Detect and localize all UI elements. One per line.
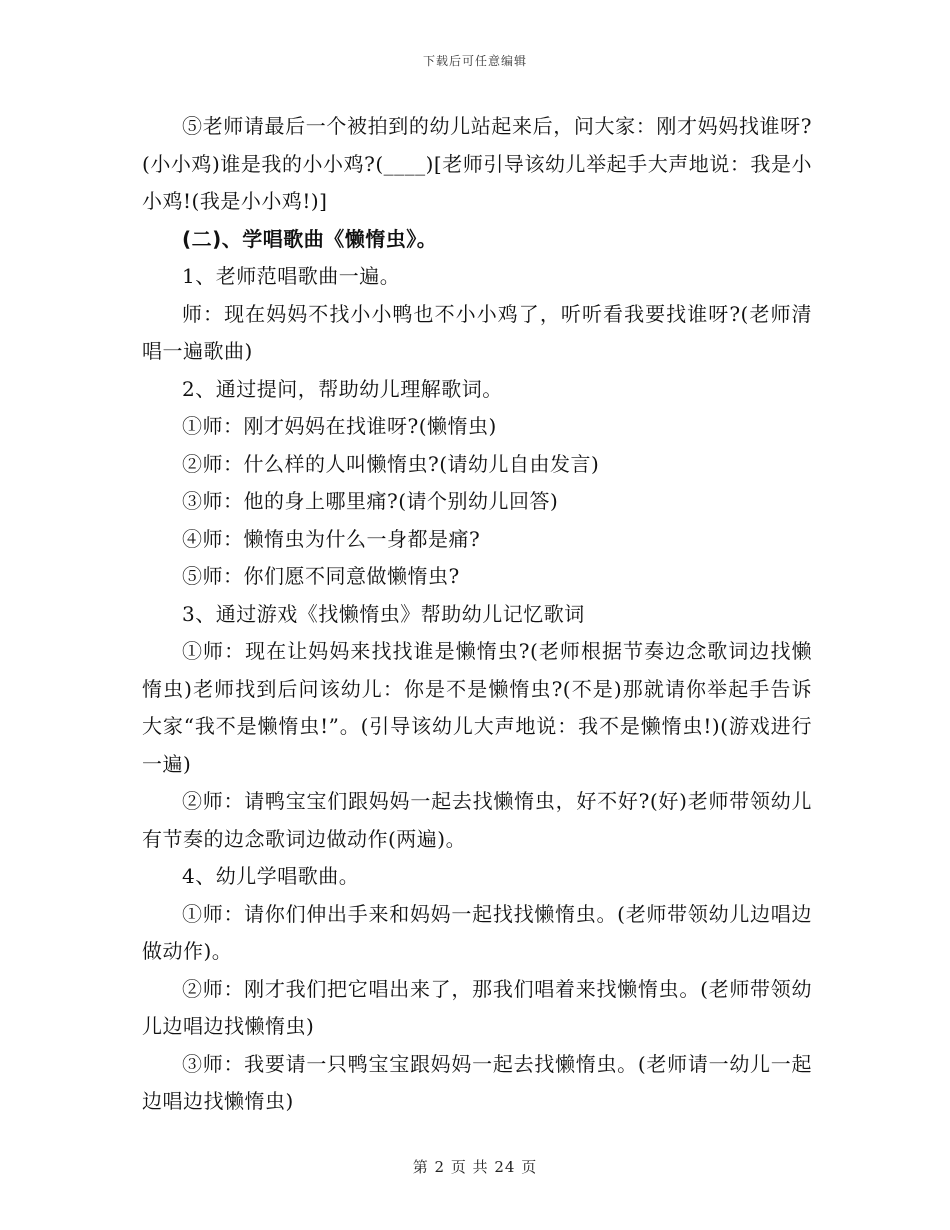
paragraph: ④师：懒惰虫为什么一身都是痛? [182,526,481,551]
paragraph: ②师：刚才我们把它唱出来了，那我们唱着来找懒惰虫。(老师带领幼儿边唱边找懒惰虫) [142,976,812,1038]
paragraph: ③师：他的身上哪里痛?(请个别幼儿回答) [182,489,559,513]
document-body [142,108,812,1121]
section-heading: (二)、学唱歌曲《懒惰虫》。 [182,226,438,251]
paragraph: ②师：请鸭宝宝们跟妈妈一起去找懒惰虫，好不好?(好)老师带领幼儿有节奏的边念歌词边做动作(两遍)。 [142,789,812,851]
page-footer: 第 2 页 共 24 页 [412,1158,538,1176]
paragraph: 师：现在妈妈不找小小鸭也不小小鸡了，听听看我要找谁呀?(老师清唱一遍歌曲) [142,301,812,363]
paragraph: ①师：现在让妈妈来找找谁是懒惰虫?(老师根据节奏边念歌词边找懒惰虫)老师找到后问该幼儿：你是不是懒惰虫?(不是)那就请你举起手告诉大家“我不是懒惰虫!”。(引导该幼儿大声地说：我不是懒惰虫!)(游戏进行一遍) [142,639,812,776]
paragraph: ⑤师：你们愿不同意做懒惰虫? [182,564,460,588]
paragraph: 2、通过提问，帮助幼儿理解歌词。 [182,376,503,401]
paragraph: ②师：什么样的人叫懒惰虫?(请幼儿自由发言) [182,451,600,476]
paragraph: ③师：我要请一只鸭宝宝跟妈妈一起去找懒惰虫。(老师请一幼儿一起边唱边找懒惰虫) [142,1051,812,1113]
page-header: 下载后可任意编辑 [422,54,527,68]
paragraph: ①师：请你们伸出手来和妈妈一起找找懒惰虫。(老师带领幼儿边唱边做动作)。 [142,901,812,963]
paragraph: 1、老师范唱歌曲一遍。 [182,264,401,288]
paragraph: ①师：刚才妈妈在找谁呀?(懒惰虫) [182,414,497,438]
paragraph: ⑤老师请最后一个被拍到的幼儿站起来后，问大家：刚才妈妈找谁呀?(小小鸡)谁是我的小小鸡?(____)[老师引导该幼儿举起手大声地说：我是小小鸡!(我是小小鸡!)] [142,114,812,213]
paragraph: 3、通过游戏《找懒惰虫》帮助幼儿记忆歌词 [182,601,585,626]
paragraph: 4、幼儿学唱歌曲。 [182,864,360,888]
